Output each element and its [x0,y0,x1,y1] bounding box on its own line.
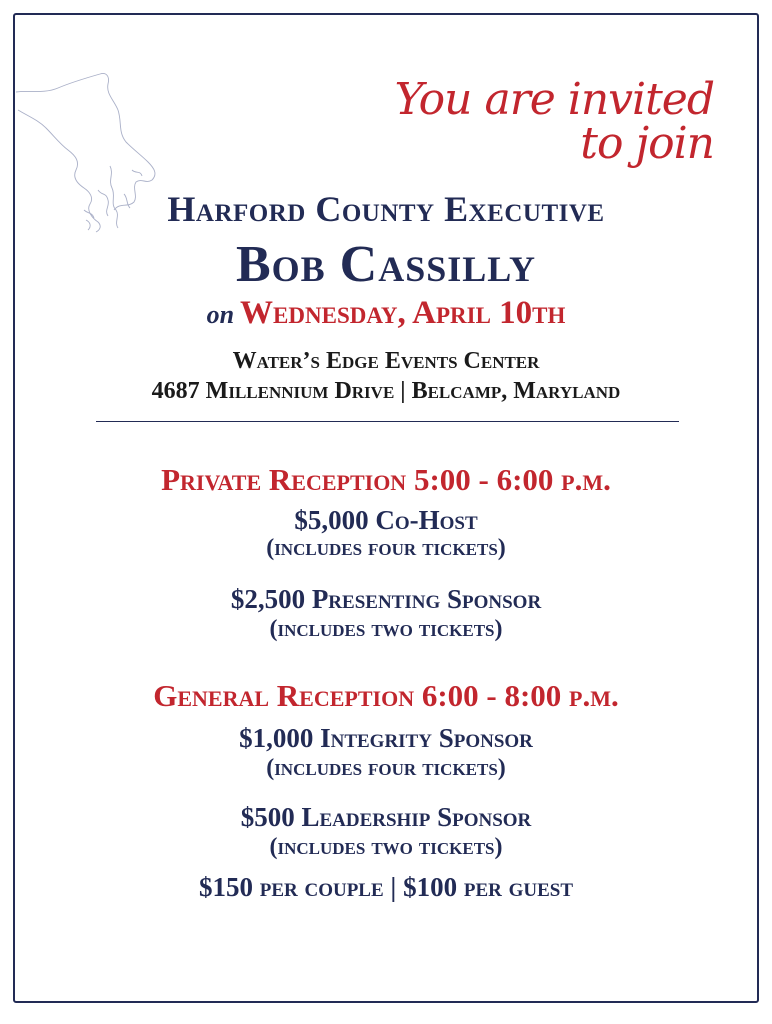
private-reception-heading: Private Reception 5:00 - 6:00 p.m. [161,462,611,497]
venue-address: 4687 Millennium Drive | Belcamp, Maryland [151,378,621,404]
date-prefix: on [206,300,235,329]
tier-note: (includes two tickets) [269,834,503,860]
tier-label: $5,000 Co-Host [294,505,478,535]
tier-note: (includes four tickets) [266,535,506,561]
tier-note: (includes four tickets) [266,755,506,781]
host-name: Bob Cassilly [235,236,537,293]
ticket-pricing: $150 per couple | $100 per guest [198,872,574,902]
invite-line-2: to join [580,118,714,169]
general-reception-heading: General Reception 6:00 - 8:00 p.m. [153,678,619,713]
tier-label: $1,000 Integrity Sponsor [239,723,533,753]
host-title: Harford County Executive [167,189,605,229]
tier-label: $500 Leadership Sponsor [240,802,532,832]
event-date [0,295,772,332]
invite-line-1: You are invited [394,74,714,125]
date-text: Wednesday, April 10th [240,295,566,331]
tier-note: (includes two tickets) [269,616,503,642]
venue-name: Water’s Edge Events Center [232,348,540,374]
divider [96,421,679,422]
tier-label: $2,500 Presenting Sponsor [230,584,542,614]
